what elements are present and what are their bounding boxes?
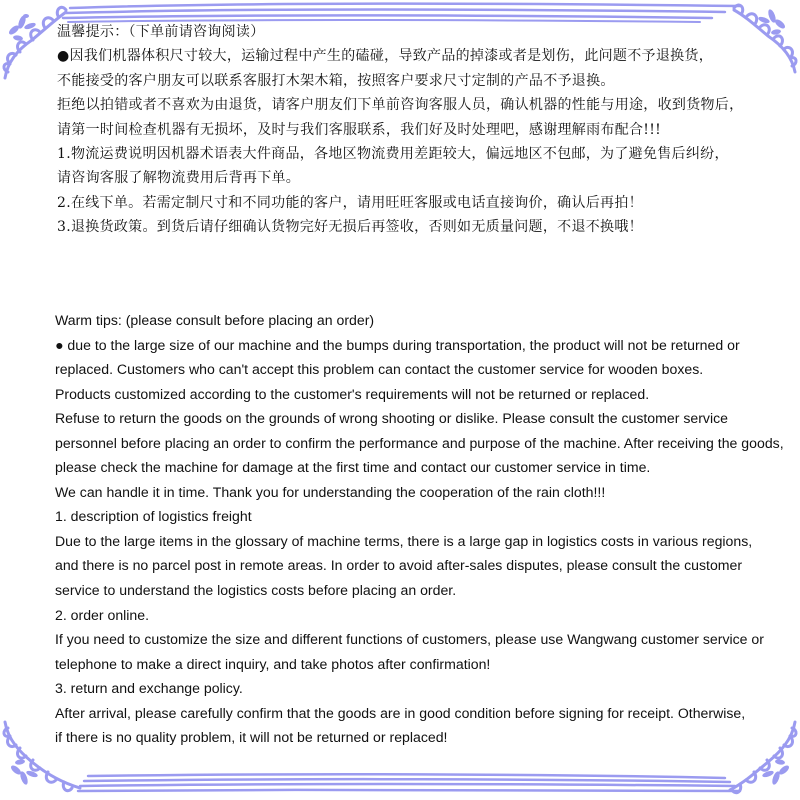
english-notice-line: If you need to customize the size and different functions of customers, please use Wangwang customer service or — [55, 631, 764, 648]
chinese-notice-line: 请第一时间检查机器有无损坏，及时与我们客服联系，我们好及时处理吧，感谢理解雨布配合!!! — [57, 121, 662, 138]
bottom-wavy-lines-border — [78, 774, 740, 791]
chinese-notice-line: 3.退换货政策。到货后请仔细确认货物完好无损后再签收，否则如无质量问题，不退不换哦！ — [57, 219, 643, 236]
english-notice-line: ● due to the large size of our machine and the bumps during transportation, the product will not be returned or — [55, 336, 740, 353]
chinese-notice — [57, 20, 777, 240]
chinese-notice-line: 不能接受的客户朋友可以联系客服打木架木箱，按照客户要求尺寸定制的产品不予退换。 — [57, 72, 615, 89]
english-notice-line: personnel before placing an order to confirm the performance and purpose of the machine. After receiving the goods, — [55, 434, 784, 451]
english-notice-line: service to understand the logistics costs before placing an order. — [55, 582, 457, 599]
english-notice-line: After arrival, please carefully confirm that the goods are in good condition before signing for receipt. Otherwise, — [55, 704, 746, 721]
chinese-notice-line: 1.物流运费说明因机器术语表大件商品，各地区物流费用差距较大，偏远地区不包邮，为了避免售后纠纷， — [57, 145, 729, 162]
english-notice-title: Warm tips: (please consult before placing an order) — [55, 312, 375, 328]
english-notice-line: Refuse to return the goods on the grounds of wrong shooting or dislike. Please consult the customer service — [55, 410, 728, 427]
chinese-notice-title: 温馨提示：（下单前请咨询阅读） — [57, 24, 265, 40]
english-notice-line: replaced. Customers who can't accept this problem can contact the customer service for wooden boxes. — [55, 361, 704, 378]
chinese-notice-line: ●因我们机器体积尺寸较大，运输过程中产生的磕碰，导致产品的掉漆或者是划伤，此问题不予退换货， — [57, 48, 714, 65]
english-notice-line: if there is no quality problem, it will not be returned or replaced! — [55, 729, 448, 746]
english-notice-line: and there is no parcel post in remote areas. In order to avoid after-sales disputes, please consult the customer — [55, 557, 743, 574]
english-notice-line: We can handle it in time. Thank you for understanding the cooperation of the rain cloth!!! — [55, 483, 606, 500]
chinese-notice-line: 拒绝以拍错或者不喜欢为由退货，请客户朋友们下单前咨询客服人员，确认机器的性能与用途，收到货物后， — [57, 97, 744, 114]
chinese-notice-line: 请咨询客服了解物流费用后背再下单。 — [57, 170, 301, 187]
english-section-heading: 3. return and exchange policy. — [55, 680, 243, 697]
english-notice — [55, 308, 795, 750]
english-section-heading: 1. description of logistics freight — [55, 508, 252, 525]
english-notice-line: telephone to make a direct inquiry, and take photos after confirmation! — [55, 655, 491, 672]
english-notice-line: please check the machine for damage at the first time and contact our customer service in time. — [55, 459, 651, 476]
chinese-notice-line: 2.在线下单。若需定制尺寸和不同功能的客户，请用旺旺客服或电话直接询价，确认后再拍！ — [57, 194, 643, 211]
english-section-heading: 2. order online. — [55, 606, 150, 623]
english-notice-line: Products customized according to the customer's requirements will not be returned or replaced. — [55, 385, 650, 402]
english-notice-line: Due to the large items in the glossary of machine terms, there is a large gap in logistics costs in various regions, — [55, 532, 753, 549]
